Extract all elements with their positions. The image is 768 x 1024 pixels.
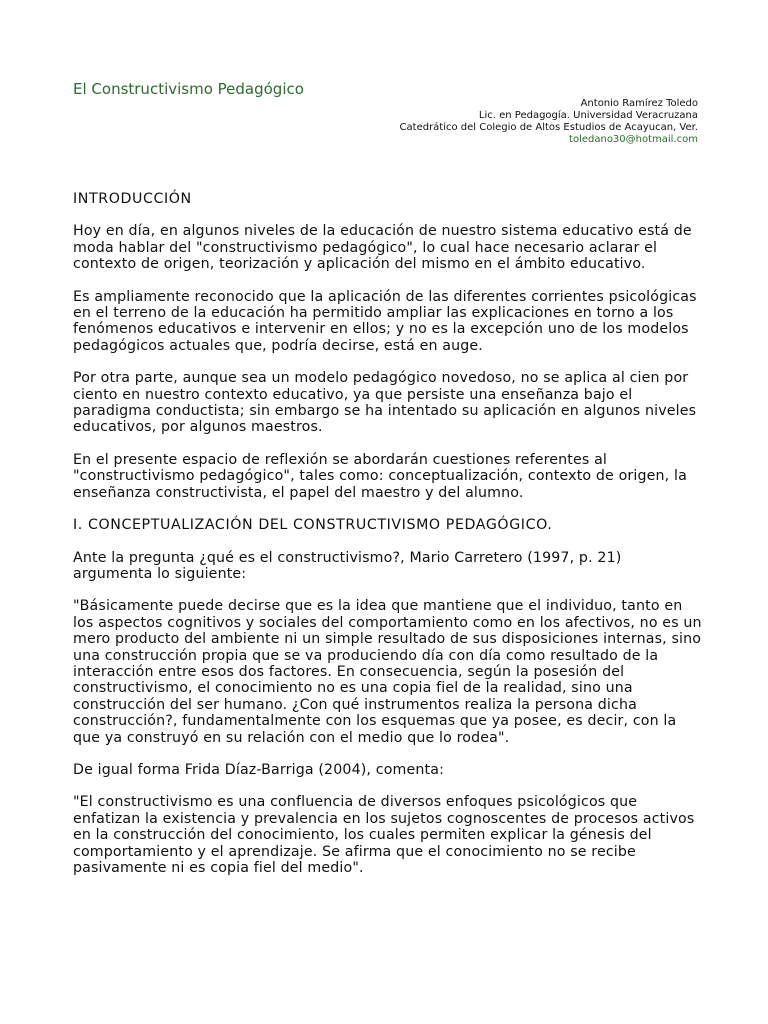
section1-paragraph-1: Ante la pregunta ¿qué es el constructivismo?, Mario Carretero (1997, p. 21) argumenta lo siguiente:: [73, 549, 622, 582]
author-position: Catedrático del Colegio de Altos Estudios de Acayucan, Ver.: [399, 122, 698, 133]
intro-paragraph-1: Hoy en día, en algunos niveles de la educación de nuestro sistema educativo está de moda hablar del "constructivismo pedagógico", lo cual hace necesario aclarar el contexto de origen, teorización y aplicación del mismo en el ámbito educativo.: [73, 223, 692, 273]
author-degree: Lic. en Pedagogía. Universidad Veracruzana: [478, 110, 698, 121]
author-block: [400, 98, 698, 146]
intro-paragraph-2: Es ampliamente reconocido que la aplicación de las diferentes corrientes psicológicas en el terreno de la educación ha permitido ampliar las explicaciones en torno a los fenómenos educativos e intervenir en ellos; y no es la excepción uno de los modelos pedagógicos actuales que, podría decirse, está en auge.: [73, 288, 697, 354]
section1-heading: I. CONCEPTUALIZACIÓN DEL CONSTRUCTIVISMO PEDAGÓGICO.: [73, 517, 553, 534]
document-body: [73, 191, 703, 892]
intro-heading: INTRODUCCIÓN: [73, 191, 192, 207]
section1-paragraph-3: De igual forma Frida Díaz-Barriga (2004), comenta:: [73, 761, 445, 778]
author-email-link[interactable]: toledano30@hotmail.com: [569, 134, 698, 145]
author-name: Antonio Ramírez Toledo: [580, 98, 698, 109]
intro-paragraph-4: En el presente espacio de reflexión se abordarán cuestiones referentes al "constructivismo pedagógico", tales como: conceptualización, contexto de origen, la enseñanza constructivista, el papel del maestro y del alumno.: [73, 451, 687, 501]
document-title: El Constructivismo Pedagógico: [73, 80, 304, 98]
section1-quote-carretero: "Básicamente puede decirse que es la idea que mantiene que el individuo, tanto en los aspectos cognitivos y sociales del comportamiento como en los afectivos, no es un mero producto del ambiente ni un simple resultado de sus disposiciones internas, sino una construcción propia que se va produciendo día con día como resultado de la interacción entre esos dos factores. En consecuencia, según la posesión del constructivismo, el conocimiento no es una copia fiel de la realidad, sino una construcción del ser humano. ¿Con qué instrumentos realiza la persona dicha construcción?, fundamentalmente con los esquemas que ya posee, es decir, con la que ya construyó en su relación con el medio que lo rodea".: [73, 598, 702, 746]
intro-paragraph-3: Por otra parte, aunque sea un modelo pedagógico novedoso, no se aplica al cien por ciento en nuestro contexto educativo, ya que persiste una enseñanza bajo el paradigma conductista; sin embargo se ha intentado su aplicación en algunos niveles educativos, por algunos maestros.: [73, 370, 697, 436]
section1-quote-diaz-barriga: "El constructivismo es una confluencia de diversos enfoques psicológicos que enfatizan la existencia y prevalencia en los sujetos cognoscentes de procesos activos en la construcción del conocimiento, los cuales permiten explicar la génesis del comportamiento y el aprendizaje. Se afirma que el conocimiento no se recibe pasivamente ni es copia fiel del medio".: [73, 794, 695, 876]
